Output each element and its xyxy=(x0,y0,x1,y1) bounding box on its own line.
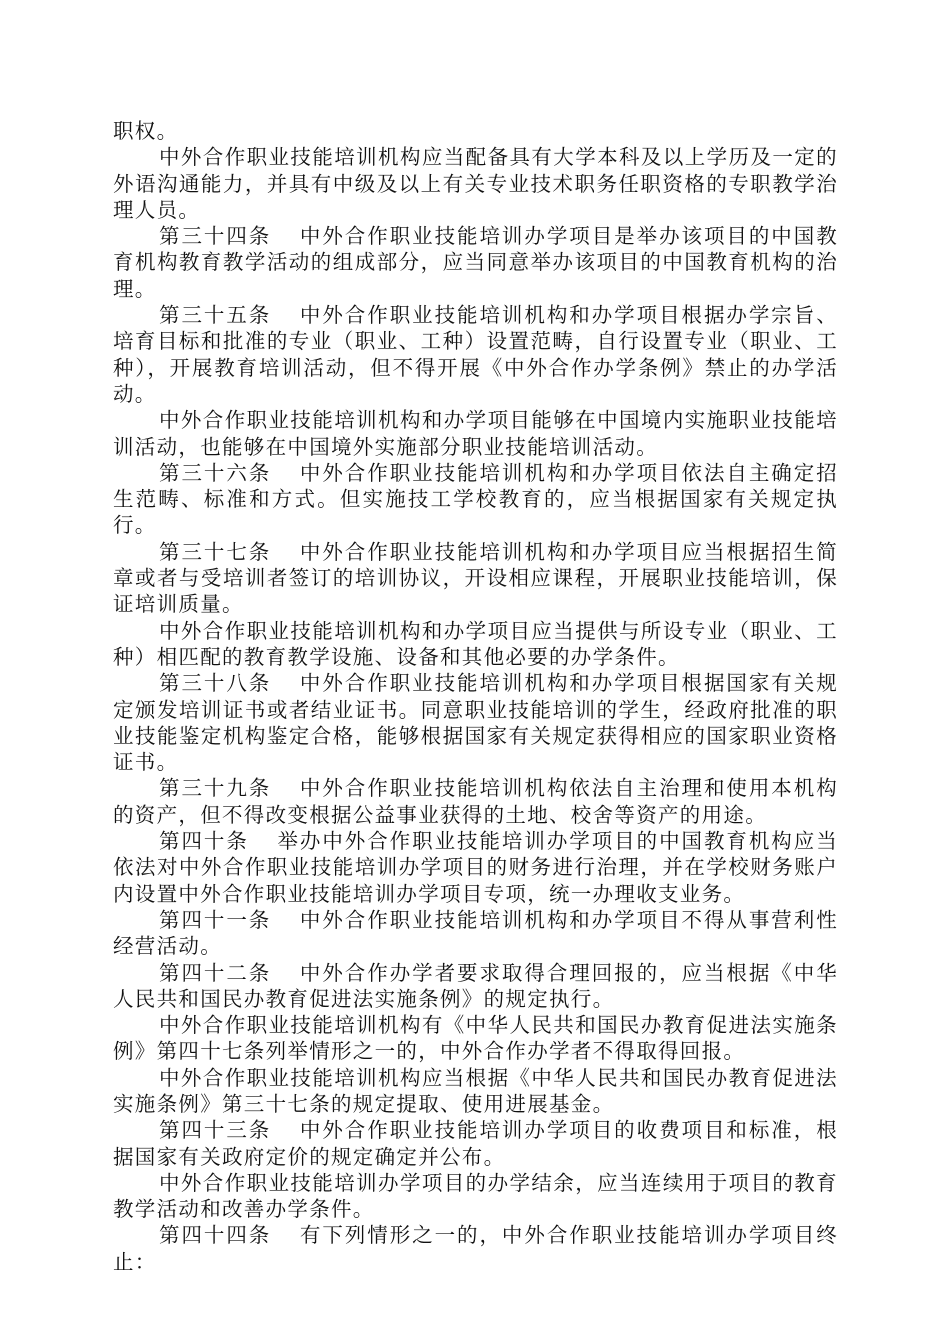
article-label: 第三十七条 xyxy=(159,539,272,564)
paragraph-text: 中外合作职业技能培训机构和办学项目应当提供与所设专业（职业、工种）相匹配的教育教学设施、设备和其他必要的办学条件。 xyxy=(113,618,838,669)
paragraph-text: 中外合作职业技能培训机构依法自主治理和使用本机构的资产，但不得改变根据公益事业获得的土地、校舍等资产的用途。 xyxy=(113,776,839,827)
paragraph-text: 中外合作办学者要求取得合理回报的，应当根据《中华人民共和国民办教育促进法实施条例》的规定执行。 xyxy=(113,960,839,1011)
article-paragraph xyxy=(113,460,838,539)
paragraph-text: 中外合作职业技能培训机构和办学项目能够在中国境内实施职业技能培训活动，也能够在中国境外实施部分职业技能培训活动。 xyxy=(113,408,838,459)
paragraph-text: 中外合作职业技能培训办学项目的办学结余，应当连续用于项目的教育教学活动和改善办学条件。 xyxy=(113,1170,838,1222)
article-label: 第三十八条 xyxy=(159,671,272,696)
article-label: 第三十九条 xyxy=(159,776,272,801)
article-label: 第三十六条 xyxy=(159,460,272,485)
paragraph xyxy=(113,144,838,223)
document-body xyxy=(113,118,838,1275)
article-paragraph xyxy=(113,539,838,618)
paragraph-text: 中外合作职业技能培训办学项目的收费项目和标准，根据国家有关政府定价的规定确定并公布。 xyxy=(113,1118,839,1169)
article-paragraph xyxy=(113,1222,838,1275)
paragraph-text: 中外合作职业技能培训机构有《中华人民共和国民办教育促进法实施条例》第四十七条列举情形之一的，中外合作办学者不得取得回报。 xyxy=(113,1013,838,1064)
paragraph xyxy=(113,407,838,460)
article-label: 第三十四条 xyxy=(159,224,272,249)
paragraph-text: 中外合作职业技能培训机构和办学项目依法自主确定招生范畴、标准和方式。但实施技工学校教育的，应当根据国家有关规定执行。 xyxy=(113,460,839,538)
paragraph xyxy=(113,618,838,671)
article-label: 第四十三条 xyxy=(159,1118,272,1143)
paragraph-text: 中外合作职业技能培训机构和办学项目根据办学宗旨、培育目标和批准的专业（职业、工种）设置范畴，自行设置专业（职业、工种），开展教育培训活动，但不得开展《中外合作办学条例》禁止的办学活动。 xyxy=(113,303,839,406)
paragraph-text: 中外合作职业技能培训机构和办学项目根据国家有关规定颁发培训证书或者结业证书。同意职业技能培训的学生，经政府批准的职业技能鉴定机构鉴定合格，能够根据国家有关规定获得相应的国家职业资格证书。 xyxy=(113,671,839,775)
article-label: 第四十条 xyxy=(159,829,249,854)
article-label: 第四十二条 xyxy=(159,960,272,985)
article-paragraph xyxy=(113,302,838,407)
article-paragraph xyxy=(113,223,838,302)
article-label: 第四十四条 xyxy=(159,1223,272,1248)
article-paragraph xyxy=(113,775,838,828)
article-paragraph xyxy=(113,828,838,907)
paragraph-text: 有下列情形之一的，中外合作职业技能培训办学项目终止： xyxy=(113,1223,839,1274)
article-paragraph xyxy=(113,670,838,775)
paragraph xyxy=(113,118,838,144)
article-paragraph xyxy=(113,907,838,960)
article-paragraph xyxy=(113,960,838,1013)
paragraph xyxy=(113,1012,838,1065)
paragraph xyxy=(113,1170,838,1223)
paragraph-text: 中外合作职业技能培训机构和办学项目应当根据招生简章或者与受培训者签订的培训协议，开设相应课程，开展职业技能培训，保证培训质量。 xyxy=(113,539,839,617)
article-paragraph xyxy=(113,1117,838,1170)
paragraph-text: 中外合作职业技能培训机构应当根据《中华人民共和国民办教育促进法实施条例》第三十七条的规定提取、使用进展基金。 xyxy=(113,1065,838,1116)
article-label: 第三十五条 xyxy=(159,303,272,328)
paragraph-text: 举办中外合作职业技能培训办学项目的中国教育机构应当依法对中外合作职业技能培训办学项目的财务进行治理，并在学校财务账户内设置中外合作职业技能培训办学项目专项，统一办理收支业务。 xyxy=(113,829,838,906)
article-label: 第四十一条 xyxy=(159,907,272,932)
paragraph-text: 职权。 xyxy=(113,119,179,143)
paragraph-text: 中外合作职业技能培训机构和办学项目不得从事营利性经营活动。 xyxy=(113,907,839,959)
paragraph-text: 中外合作职业技能培训机构应当配备具有大学本科及以上学历及一定的外语沟通能力，并具有中级及以上有关专业技术职务任职资格的专职教学治理人员。 xyxy=(113,145,838,222)
paragraph xyxy=(113,1065,838,1118)
paragraph-text: 中外合作职业技能培训办学项目是举办该项目的中国教育机构教育教学活动的组成部分，应当同意举办该项目的中国教育机构的治理。 xyxy=(113,224,839,301)
